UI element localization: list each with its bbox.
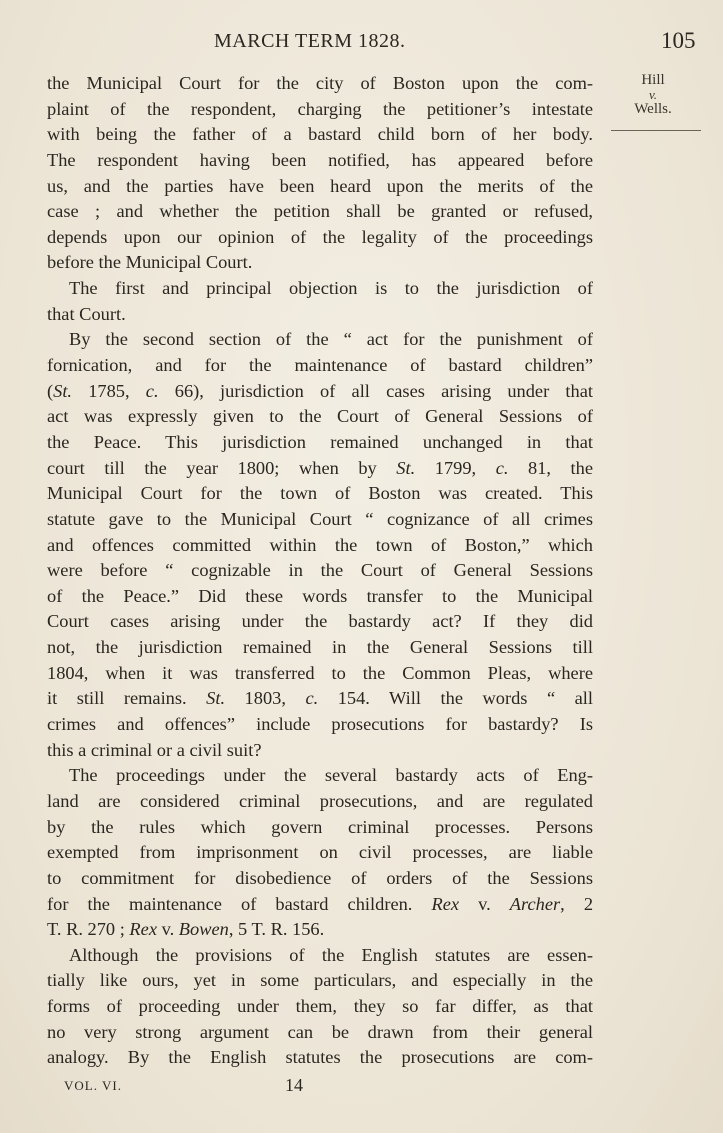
text-line: it still remains. St. 1803, c. 154. Will the words “ all <box>47 688 593 709</box>
text-line: (St. 1785, c. 66), jurisdiction of all cases arising under that <box>47 380 593 401</box>
text-line: analogy. By the English statutes the prosecutions are com- <box>47 1047 593 1068</box>
text-line: crimes and offences” include prosecutions for bastardy? Is <box>47 714 593 735</box>
text-line: land are considered criminal prosecutions, and are regulated <box>47 790 593 811</box>
text-line: depends upon our opinion of the legality of the proceedings <box>47 226 593 247</box>
text-line: were before “ cognizable in the Court of General Sessions <box>47 560 593 581</box>
text-line: us, and the parties have been heard upon the merits of the <box>47 175 593 196</box>
text-line: By the second section of the “ act for the punishment of <box>69 329 593 350</box>
text-line: plaint of the respondent, charging the petitioner’s intestate <box>47 98 593 119</box>
case-name-margin-note <box>606 72 700 118</box>
text-line: Municipal Court for the town of Boston was created. This <box>47 483 593 504</box>
text-line: exempted from imprisonment on civil processes, are liable <box>47 842 593 863</box>
text-line: The proceedings under the several bastardy acts of Eng- <box>69 765 593 786</box>
text-line: by the rules which govern criminal processes. Persons <box>47 816 593 837</box>
page-number: 105 <box>661 28 696 53</box>
text-line: case ; and whether the petition shall be granted or refused, <box>47 201 593 222</box>
signature-number: 14 <box>285 1075 303 1095</box>
text-line: court till the year 1800; when by St. 1799, c. 81, the <box>47 457 594 478</box>
text-line: The first and principal objection is to the jurisdiction of <box>69 278 593 299</box>
text-line: not, the jurisdiction remained in the General Sessions till <box>47 637 593 658</box>
text-line: statute gave to the Municipal Court “ cognizance of all crimes <box>47 508 593 529</box>
defendant-name: Wells. <box>634 101 672 117</box>
text-line: that Court. <box>47 303 126 324</box>
text-line: act was expressly given to the Court of General Sessions of <box>47 406 593 427</box>
text-line: the Municipal Court for the city of Boston upon the com- <box>47 73 593 93</box>
text-line: for the maintenance of bastard children. Rex v. Archer, 2 <box>47 893 594 914</box>
text-line: no very strong argument can be drawn from their general <box>47 1021 593 1042</box>
text-line: T. R. 270 ; Rex v. Bowen, 5 T. R. 156. <box>47 919 325 940</box>
text-line: with being the father of a bastard child born of her body. <box>47 124 593 145</box>
text-line: the Peace. This jurisdiction remained unchanged in that <box>47 431 593 452</box>
text-line: Although the provisions of the English statutes are essen- <box>69 944 593 965</box>
body-text <box>47 71 593 1071</box>
versus-abbrev: v. <box>648 87 658 102</box>
text-line: fornication, and for the maintenance of bastard children” <box>47 355 593 376</box>
text-line: 1804, when it was transferred to the Common Pleas, where <box>47 662 593 683</box>
running-head: MARCH TERM 1828. <box>214 30 406 52</box>
text-line: Court cases arising under the bastardy act? If they did <box>47 611 593 632</box>
plaintiff-name: Hill <box>641 72 665 88</box>
text-line: of the Peace.” Did these words transfer to the Municipal <box>47 585 593 606</box>
text-line: before the Municipal Court. <box>47 252 253 273</box>
text-line: this a criminal or a civil suit? <box>47 739 262 760</box>
text-line: forms of proceeding under them, they so far differ, as that <box>47 996 593 1017</box>
text-line: and offences committed within the town of Boston,” which <box>47 534 593 555</box>
margin-rule-divider <box>611 130 701 131</box>
volume-signature: VOL. VI. <box>64 1078 122 1093</box>
text-line: to commitment for disobedience of orders of the Sessions <box>47 867 593 888</box>
text-line: tially like ours, yet in some particulars, and especially in the <box>47 970 593 991</box>
text-line: The respondent having been notified, has appeared before <box>47 149 593 170</box>
